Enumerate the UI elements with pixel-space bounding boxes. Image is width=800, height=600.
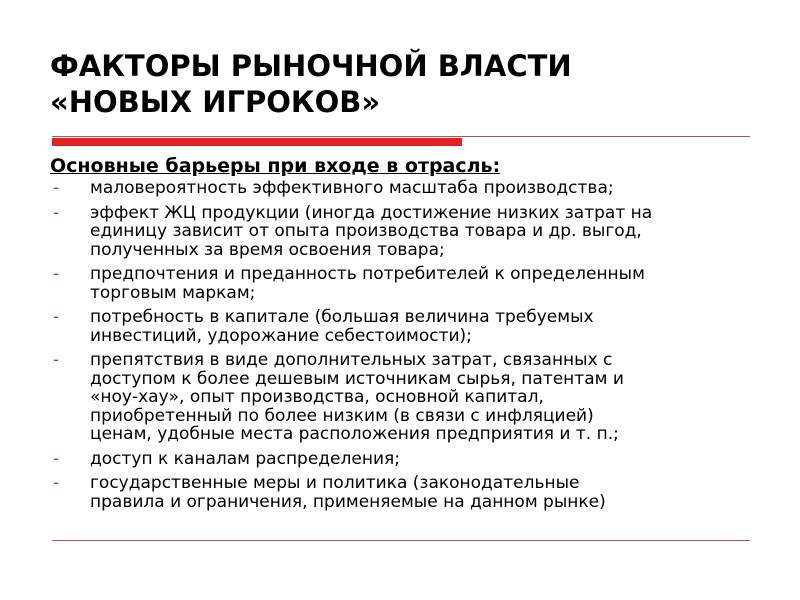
barrier-list-item-line: препятствия в виде дополнительных затрат, связанных с xyxy=(90,350,613,370)
barrier-list-item-line: торговым маркам; xyxy=(90,282,256,303)
bullet-dash: - xyxy=(53,473,60,493)
title-divider-thin xyxy=(52,136,750,137)
barrier-list-item-line: полученных за время освоения товара; xyxy=(90,239,445,260)
section-subheading: Основные барьеры при входе в отрасль: xyxy=(50,155,501,177)
barrier-list-item-line: инвестиций, удорожание себестоимости); xyxy=(90,325,472,346)
slide-title-line-2: «НОВЫХ ИГРОКОВ» xyxy=(50,85,381,119)
barrier-list-item xyxy=(50,450,750,469)
barrier-list-item-line: государственные меры и политика (законодательные xyxy=(90,473,580,493)
barrier-list-item-line: единицу зависит от опыта производства товара и др. выгод, xyxy=(90,221,642,241)
barrier-list-item xyxy=(50,308,750,345)
barrier-list-item xyxy=(50,474,750,511)
bullet-dash: - xyxy=(53,202,60,223)
barrier-list-item xyxy=(50,265,750,302)
barrier-list-item-line: доступ к каналам распределения; xyxy=(90,448,400,469)
bullet-dash: - xyxy=(53,178,60,198)
slide-title xyxy=(50,48,750,120)
barrier-list-item-line: доступом к более дешевым источникам сырья, патентам и xyxy=(90,368,624,389)
slide-title-line-1: ФАКТОРЫ РЫНОЧНОЙ ВЛАСТИ xyxy=(50,49,572,83)
barrier-list xyxy=(50,179,750,511)
barrier-list-item xyxy=(50,179,750,198)
barrier-list-item-line: правила и ограничения, применяемые на данном рынке) xyxy=(90,491,606,512)
barrier-list-item-line: маловероятность эффективного масштаба производства; xyxy=(90,178,614,198)
barrier-list-item-line: эффект ЖЦ продукции (иногда достижение низких затрат на xyxy=(90,202,653,223)
bullet-dash: - xyxy=(53,448,60,469)
slide-body xyxy=(50,154,750,517)
barrier-list-item-line: предпочтения и преданность потребителей к определенным xyxy=(90,264,645,284)
barrier-list-item-line: потребность в капитале (большая величина требуемых xyxy=(90,307,594,327)
barrier-list-item xyxy=(50,351,750,444)
barrier-list-item-line: «ноу-хау», опыт производства, основной капитал, xyxy=(90,387,544,407)
bullet-dash: - xyxy=(53,350,60,370)
barrier-list-item xyxy=(50,204,750,260)
title-divider-accent-bar xyxy=(52,138,462,146)
barrier-list-item-line: ценам, удобные места расположения предприятия и т. п.; xyxy=(90,424,619,444)
footer-divider xyxy=(52,540,750,541)
bullet-dash: - xyxy=(53,307,60,327)
bullet-dash: - xyxy=(53,264,60,284)
barrier-list-item-line: приобретенный по более низким (в связи с инфляцией) xyxy=(90,405,594,426)
